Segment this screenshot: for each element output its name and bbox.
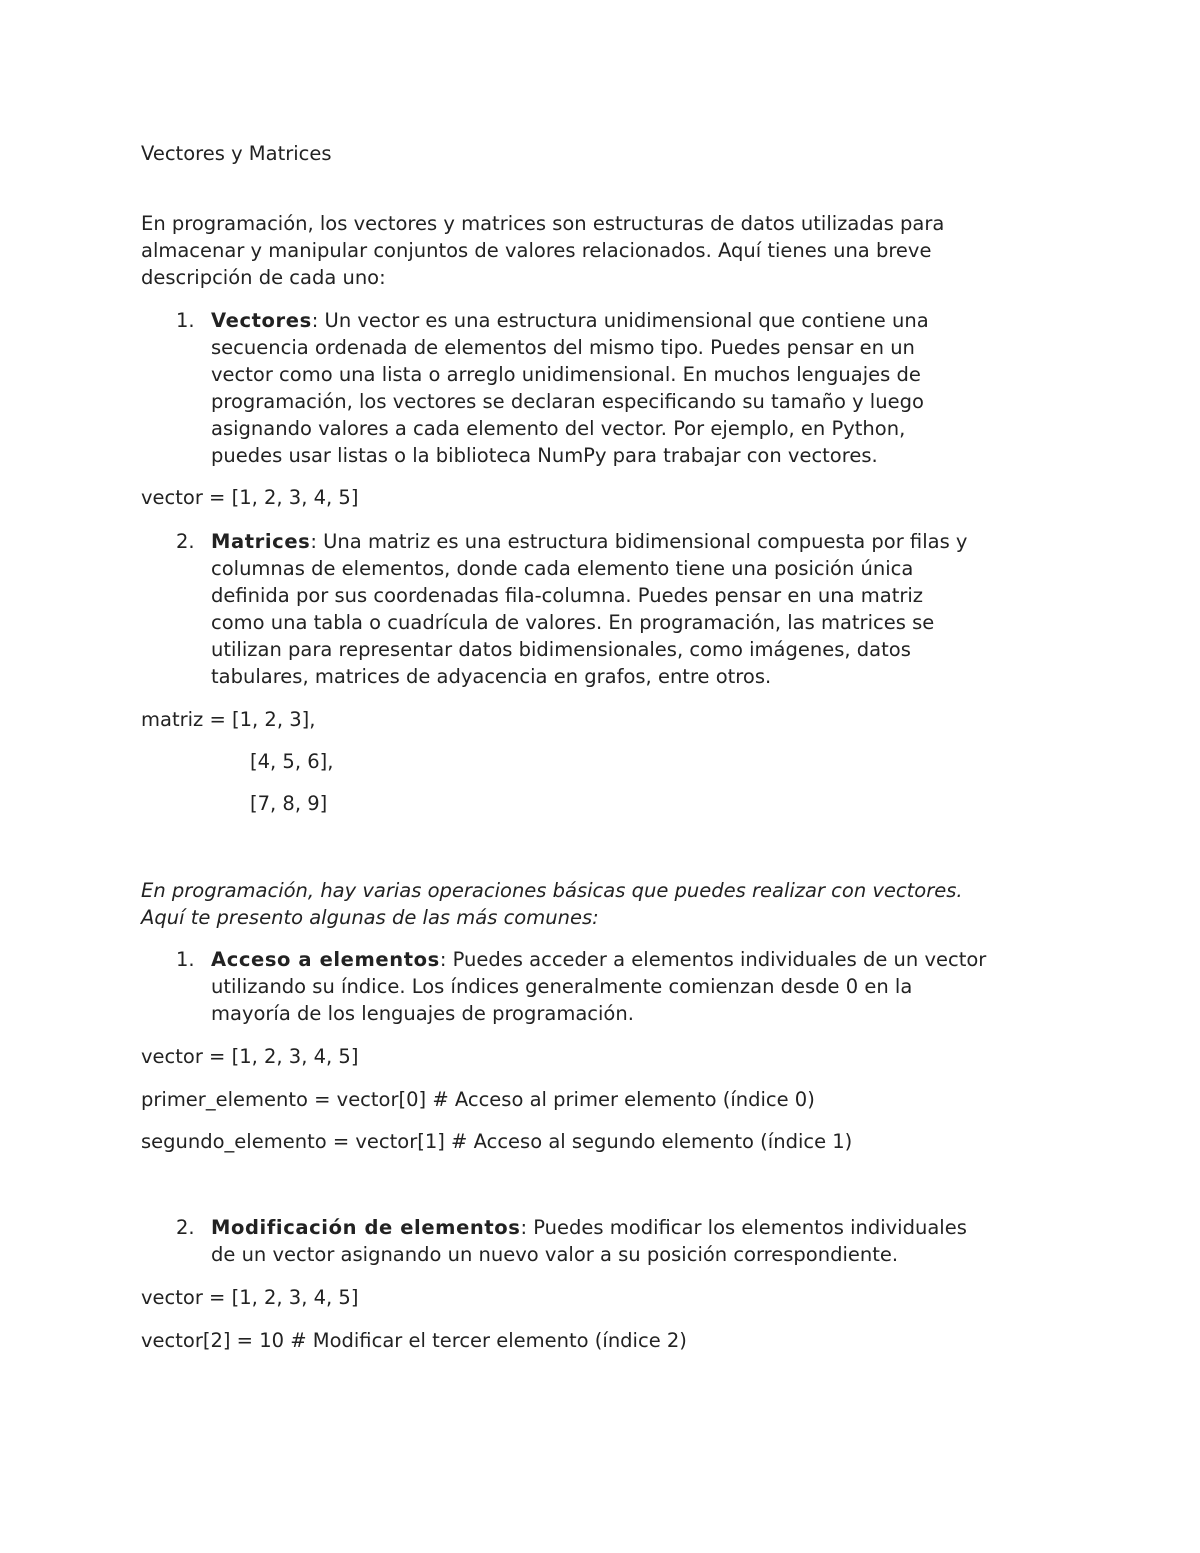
code-line: matriz = [1, 2, 3], <box>141 708 316 731</box>
list-item-line: programación, los vectores se declaran especificando su tamaño y luego <box>211 390 924 413</box>
code-line: segundo_elemento = vector[1] # Acceso al segundo elemento (índice 1) <box>141 1130 853 1153</box>
list-term: Matrices <box>211 530 311 553</box>
list-term: Modificación de elementos <box>211 1216 521 1239</box>
code-line: [4, 5, 6], <box>250 750 334 773</box>
intro-line: almacenar y manipular conjuntos de valores relacionados. Aquí tienes una breve <box>141 239 932 262</box>
operations-intro-line: Aquí te presento algunas de las más comunes: <box>141 906 599 929</box>
list-item-line: mayoría de los lenguajes de programación. <box>211 1002 634 1025</box>
list-item-line: de un vector asignando un nuevo valor a su posición correspondiente. <box>211 1243 899 1266</box>
operations-intro-line: En programación, hay varias operaciones básicas que puedes realizar con vectores. <box>141 879 963 902</box>
list-number: 2. <box>176 1216 195 1239</box>
code-line: vector = [1, 2, 3, 4, 5] <box>141 486 359 509</box>
list-item-first-line <box>211 528 1071 555</box>
list-item-line: secuencia ordenada de elementos del mismo tipo. Puedes pensar en un <box>211 336 915 359</box>
list-term-rest: : Puedes modificar los elementos individuales <box>520 1216 967 1239</box>
list-number: 1. <box>176 309 195 332</box>
list-item-line: tabulares, matrices de adyacencia en grafos, entre otros. <box>211 665 772 688</box>
list-item-line: vector como una lista o arreglo unidimensional. En muchos lenguajes de <box>211 363 921 386</box>
list-item-first-line <box>211 307 1071 334</box>
code-line: vector = [1, 2, 3, 4, 5] <box>141 1045 359 1068</box>
list-term-rest: : Puedes acceder a elementos individuales de un vector <box>439 948 987 971</box>
list-item-line: columnas de elementos, donde cada elemento tiene una posición única <box>211 557 914 580</box>
document-title: Vectores y Matrices <box>141 142 332 165</box>
list-item-line: puedes usar listas o la biblioteca NumPy para trabajar con vectores. <box>211 444 878 467</box>
list-item-first-line <box>211 1214 1071 1241</box>
list-item-line: como una tabla o cuadrícula de valores. En programación, las matrices se <box>211 611 935 634</box>
list-term: Vectores <box>211 309 312 332</box>
code-line: primer_elemento = vector[0] # Acceso al primer elemento (índice 0) <box>141 1088 815 1111</box>
list-number: 1. <box>176 948 195 971</box>
list-item-line: utilizan para representar datos bidimensionales, como imágenes, datos <box>211 638 911 661</box>
code-line: [7, 8, 9] <box>250 792 328 815</box>
intro-line: descripción de cada uno: <box>141 266 386 289</box>
list-term-rest: : Un vector es una estructura unidimensional que contiene una <box>311 309 929 332</box>
code-line: vector[2] = 10 # Modificar el tercer elemento (índice 2) <box>141 1329 687 1352</box>
list-item-line: utilizando su índice. Los índices generalmente comienzan desde 0 en la <box>211 975 913 998</box>
list-item-line: asignando valores a cada elemento del vector. Por ejemplo, en Python, <box>211 417 906 440</box>
list-term-rest: : Una matriz es una estructura bidimensional compuesta por filas y <box>310 530 968 553</box>
list-item-line: definida por sus coordenadas fila-columna. Puedes pensar en una matriz <box>211 584 924 607</box>
intro-line: En programación, los vectores y matrices son estructuras de datos utilizadas para <box>141 212 945 235</box>
list-item-first-line <box>211 946 1071 973</box>
code-line: vector = [1, 2, 3, 4, 5] <box>141 1286 359 1309</box>
list-term: Acceso a elementos <box>211 948 440 971</box>
list-number: 2. <box>176 530 195 553</box>
